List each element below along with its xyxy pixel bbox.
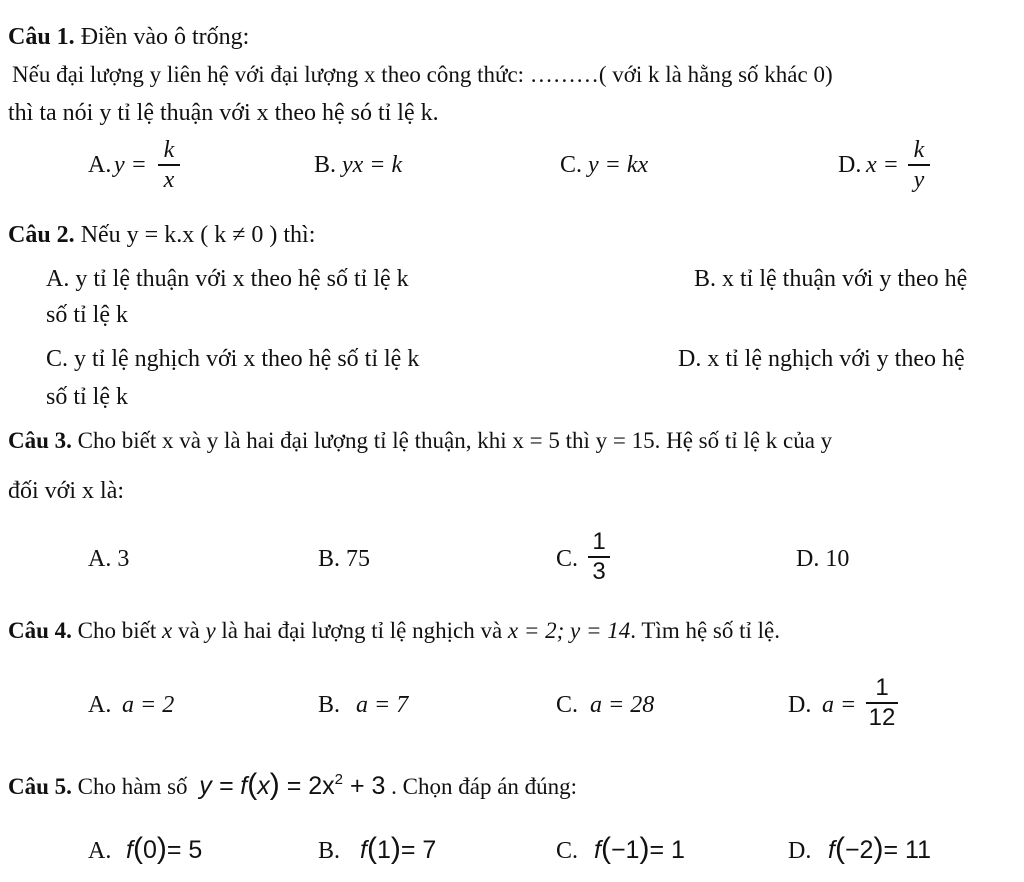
option-fraction — [866, 676, 898, 730]
function-value: = 7 — [400, 836, 437, 864]
fraction-numerator: k — [913, 137, 925, 163]
option-equation: a = 28 — [590, 692, 655, 718]
variable-y: y — [205, 618, 216, 643]
function-argument: −1 — [610, 836, 640, 864]
question-5-text-b: . Chọn đáp án đúng: — [391, 774, 578, 799]
question-2-label: Câu 2. — [8, 222, 75, 248]
question-3-line-2: đối với x là: — [8, 478, 125, 504]
option-equation: y = kx — [588, 152, 649, 178]
fraction-denominator: x — [163, 167, 175, 193]
option-letter: D. — [838, 152, 862, 178]
function-value: = 11 — [883, 836, 931, 864]
question-5-label: Câu 5. — [8, 774, 72, 799]
option-letter: A. — [88, 692, 112, 718]
function-argument: −2 — [844, 836, 874, 864]
question-3-label: Câu 3. — [8, 428, 72, 453]
question-4-text-a: Cho biết — [77, 618, 157, 643]
option-equation: yx = k — [342, 152, 403, 178]
function-argument: 1 — [376, 836, 391, 864]
option-equation-lhs: x = — [866, 152, 899, 178]
question-2-option-d[interactable]: D. x tỉ lệ nghịch với y theo hệ — [678, 346, 965, 372]
question-5-line — [8, 768, 577, 802]
option-equation: f(−2)= 11 — [828, 832, 931, 865]
question-5-text-a: Cho hàm số — [77, 774, 188, 799]
option-letter: D. — [788, 692, 812, 718]
option-equation: a = 2 — [122, 692, 175, 718]
function-name: y = f — [199, 772, 248, 800]
option-letter: B. — [318, 838, 341, 864]
fraction-denominator: 12 — [868, 704, 896, 731]
fraction-denominator: 3 — [592, 558, 606, 585]
question-1-line-2: thì ta nói y tỉ lệ thuận với x theo hệ só tỉ lệ k. — [8, 100, 439, 126]
variable-x: x — [162, 618, 173, 643]
option-equation: f(−1)= 1 — [594, 832, 685, 865]
option-fraction — [908, 138, 930, 192]
question-4-text-b: và — [177, 618, 200, 643]
function-value: = 5 — [166, 836, 203, 864]
question-4-label: Câu 4. — [8, 618, 72, 643]
fraction-numerator: k — [163, 137, 175, 163]
fraction-bar — [908, 164, 930, 166]
question-2-header — [8, 222, 315, 249]
question-4-text-d: . Tìm hệ số tỉ lệ. — [630, 618, 780, 643]
question-4-condition: x = 2; y = 14 — [507, 618, 631, 643]
question-2-option-a[interactable]: A. y tỉ lệ thuận với x theo hệ số tỉ lệ k — [46, 266, 409, 292]
option-letter: C. — [556, 546, 579, 572]
question-1-line-1: Nếu đại lượng y liên hệ với đại lượng x theo công thức: ………( với k là hằng số khác 0) — [12, 62, 833, 87]
question-3-option-a[interactable]: A. 3 — [88, 546, 130, 572]
option-letter: C. — [556, 838, 579, 864]
function-argument: 0 — [142, 836, 157, 864]
question-2-prompt: Nếu y = k.x ( k ≠ 0 ) thì: — [80, 222, 316, 248]
fraction-numerator: 1 — [592, 528, 606, 555]
function-value: = 1 — [649, 836, 685, 864]
option-letter: D. — [788, 838, 812, 864]
question-2-option-b-continued[interactable]: số tỉ lệ k — [46, 302, 128, 328]
option-letter: A. — [88, 152, 112, 178]
question-3-option-b[interactable]: B. 75 — [318, 546, 371, 572]
option-equation-lhs: y = — [114, 152, 147, 178]
function-exponent: 2 — [334, 771, 343, 788]
question-2-option-d-continued[interactable]: số tỉ lệ k — [46, 384, 128, 410]
question-1-label: Câu 1. — [8, 24, 75, 50]
question-4-line — [8, 618, 780, 644]
question-4-text-c: là hai đại lượng tỉ lệ nghịch và — [221, 618, 503, 643]
option-equation: a = 7 — [356, 692, 409, 718]
fraction-denominator: y — [913, 167, 925, 193]
question-2-option-c[interactable]: C. y tỉ lệ nghịch với x theo hệ số tỉ lệ k — [46, 346, 420, 372]
question-3-line-1 — [8, 428, 832, 454]
option-letter: B. — [318, 692, 341, 718]
option-fraction — [588, 530, 610, 584]
question-3-text: Cho biết x và y là hai đại lượng tỉ lệ thuận, khi x = 5 thì y = 15. Hệ số tỉ lệ k của y — [77, 428, 833, 453]
function-tail: + 3 — [349, 772, 386, 800]
option-letter: C. — [556, 692, 579, 718]
question-3-option-d[interactable]: D. 10 — [796, 546, 850, 572]
function-body: = 2x — [286, 772, 335, 800]
fraction-bar — [158, 164, 180, 166]
option-equation: f(1)= 7 — [360, 832, 437, 865]
function-argument: x — [257, 772, 270, 800]
question-1-prompt: Điền vào ô trống: — [80, 24, 250, 50]
option-equation-lhs: a = — [822, 692, 857, 718]
function-definition: $y = f(x) = 2x^2 + 3$ — [199, 768, 386, 801]
option-letter: B. — [314, 152, 337, 178]
question-1-header — [8, 24, 249, 51]
question-2-option-b[interactable]: B. x tỉ lệ thuận với y theo hệ — [694, 266, 968, 292]
fraction-numerator: 1 — [875, 674, 889, 701]
option-fraction — [158, 138, 180, 192]
option-letter: A. — [88, 838, 112, 864]
option-letter: C. — [560, 152, 583, 178]
option-equation: f(0)= 5 — [126, 832, 203, 865]
